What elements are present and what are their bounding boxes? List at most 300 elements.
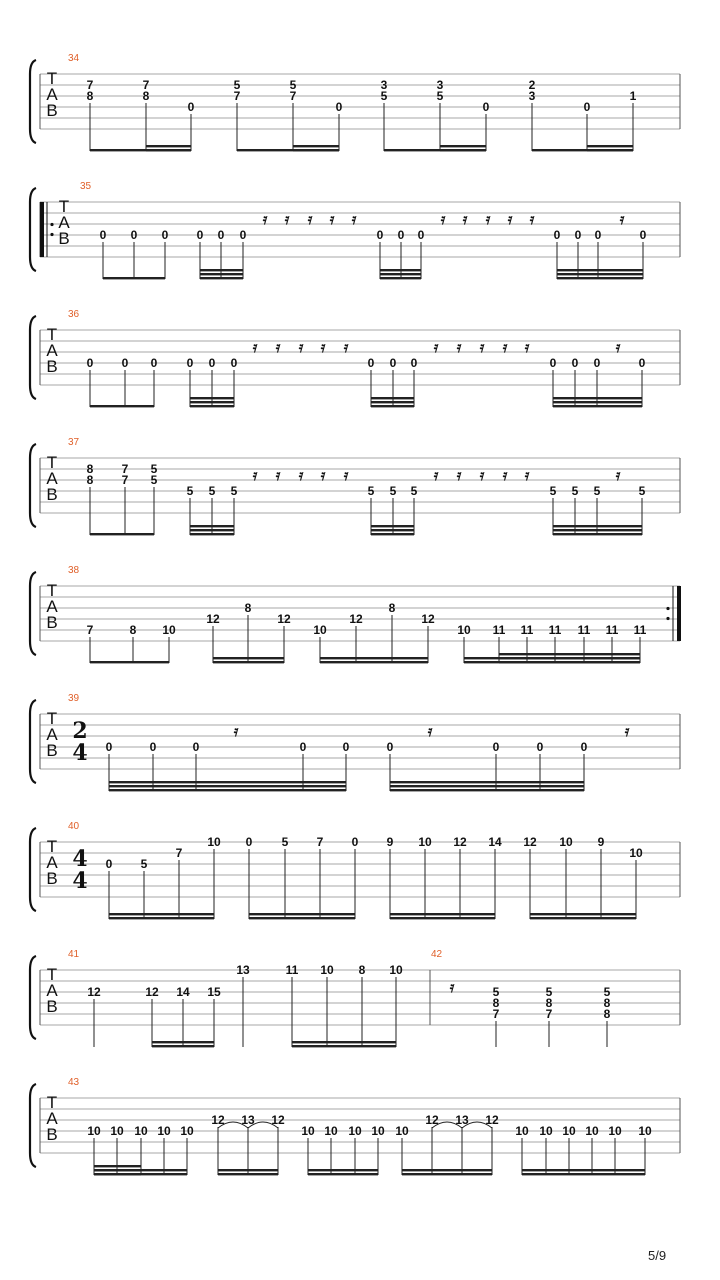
fret-number: 0 — [186, 356, 194, 370]
tab-clef-letter: B — [46, 485, 58, 504]
fret-number: 10 — [629, 846, 643, 860]
tab-clef-letter: A — [46, 853, 58, 872]
beam — [371, 397, 414, 399]
measure-number: 40 — [68, 821, 80, 832]
repeat-dot — [666, 607, 669, 610]
fret-number: 5 — [380, 89, 388, 103]
sixteenth-rest: 𝄿 — [624, 722, 630, 740]
beam — [530, 917, 636, 919]
fret-number: 0 — [217, 228, 225, 242]
fret-number: 3 — [436, 78, 444, 92]
fret-number: 10 — [313, 623, 327, 637]
fret-number: 10 — [608, 1124, 622, 1138]
sixteenth-rest: 𝄿 — [343, 338, 349, 356]
fret-number: 0 — [571, 356, 579, 370]
beam — [553, 405, 642, 407]
time-signature-bottom: 4 — [72, 740, 88, 766]
tab-clef-letter: B — [46, 357, 58, 376]
beam — [553, 529, 642, 531]
fret-number: 0 — [99, 228, 107, 242]
fret-number: 5 — [545, 985, 553, 999]
sixteenth-rest: 𝄿 — [462, 210, 468, 228]
fret-number: 10 — [515, 1124, 529, 1138]
tab-clef-letter: T — [46, 325, 58, 344]
sixteenth-rest: 𝄿 — [433, 338, 439, 356]
system-brace — [30, 60, 36, 143]
tab-clef-letter: T — [46, 965, 58, 984]
fret-number: 12 — [277, 612, 291, 626]
measure-number: 43 — [68, 1077, 80, 1088]
beam — [553, 525, 642, 527]
sixteenth-rest: 𝄿 — [298, 466, 304, 484]
fret-number: 5 — [289, 78, 297, 92]
tab-clef-letter: A — [46, 85, 58, 104]
fret-number: 0 — [639, 228, 647, 242]
fret-number: 7 — [316, 835, 324, 849]
fret-number: 8 — [86, 89, 94, 103]
fret-number: 10 — [348, 1124, 362, 1138]
fret-number: 5 — [638, 484, 646, 498]
beam — [553, 397, 642, 399]
beam — [320, 661, 428, 663]
fret-number: 5 — [410, 484, 418, 498]
beam — [146, 149, 191, 151]
fret-number: 5 — [492, 985, 500, 999]
system-brace — [30, 316, 36, 399]
sixteenth-rest: 𝄿 — [343, 466, 349, 484]
tab-clef-letter: A — [46, 341, 58, 360]
beam — [371, 405, 414, 407]
fret-number: 11 — [577, 623, 591, 637]
sixteenth-rest: 𝄿 — [351, 210, 357, 228]
fret-number: 7 — [545, 1007, 553, 1021]
fret-number: 0 — [594, 228, 602, 242]
beam — [109, 917, 214, 919]
fret-number: 5 — [436, 89, 444, 103]
beam — [390, 789, 584, 791]
sixteenth-rest: 𝄿 — [485, 210, 491, 228]
beam — [146, 145, 191, 147]
tab-clef-letter: B — [58, 229, 70, 248]
fret-number: 5 — [389, 484, 397, 498]
fret-number: 7 — [289, 89, 297, 103]
fret-number: 3 — [528, 89, 536, 103]
sixteenth-rest: 𝄿 — [479, 466, 485, 484]
fret-number: 0 — [187, 100, 195, 114]
repeat-start-thick-bar — [40, 202, 44, 257]
sixteenth-rest: 𝄿 — [456, 466, 462, 484]
beam — [557, 269, 643, 271]
sixteenth-rest: 𝄿 — [275, 338, 281, 356]
beam — [390, 781, 584, 783]
fret-number: 5 — [150, 462, 158, 476]
tab-clef-letter: A — [46, 469, 58, 488]
beam — [308, 1169, 378, 1171]
fret-number: 0 — [245, 835, 253, 849]
fret-number: 0 — [417, 228, 425, 242]
measure-number: 41 — [68, 949, 80, 960]
fret-number: 5 — [549, 484, 557, 498]
fret-number: 3 — [380, 78, 388, 92]
beam — [557, 273, 643, 275]
sixteenth-rest: 𝄿 — [456, 338, 462, 356]
fret-number: 10 — [320, 963, 334, 977]
tab-clef-letter: B — [46, 1125, 58, 1144]
beam — [94, 1165, 141, 1167]
fret-number: 5 — [230, 484, 238, 498]
fret-number: 2 — [528, 78, 536, 92]
fret-number: 8 — [86, 462, 94, 476]
fret-number: 12 — [523, 835, 537, 849]
beam — [292, 1045, 396, 1047]
sixteenth-rest: 𝄿 — [619, 210, 625, 228]
fret-number: 8 — [492, 996, 500, 1010]
fret-number: 12 — [271, 1113, 285, 1127]
fret-number: 10 — [180, 1124, 194, 1138]
sixteenth-rest: 𝄿 — [233, 722, 239, 740]
beam — [109, 781, 346, 783]
sixteenth-rest: 𝄿 — [529, 210, 535, 228]
beam — [249, 917, 355, 919]
beam — [320, 657, 428, 659]
beam — [522, 1169, 645, 1171]
measure-number: 36 — [68, 309, 80, 320]
fret-number: 12 — [87, 985, 101, 999]
time-signature-bottom: 4 — [72, 868, 88, 894]
beam — [371, 401, 414, 403]
time-signature-top: 2 — [72, 718, 88, 744]
repeat-dot — [50, 233, 53, 236]
fret-number: 0 — [86, 356, 94, 370]
fret-number: 12 — [349, 612, 363, 626]
beam — [390, 913, 495, 915]
measure-number: 38 — [68, 565, 80, 576]
fret-number: 5 — [233, 78, 241, 92]
tab-clef-letter: T — [46, 1093, 58, 1112]
beam — [200, 277, 243, 279]
fret-number: 12 — [211, 1113, 225, 1127]
fret-number: 5 — [603, 985, 611, 999]
fret-number: 7 — [233, 89, 241, 103]
beam — [213, 657, 284, 659]
fret-number: 11 — [492, 623, 506, 637]
sixteenth-rest: 𝄿 — [329, 210, 335, 228]
fret-number: 8 — [86, 473, 94, 487]
fret-number: 10 — [324, 1124, 338, 1138]
system-brace — [30, 572, 36, 655]
beam — [557, 277, 643, 279]
beam — [90, 405, 154, 407]
tab-clef-letter: B — [46, 613, 58, 632]
fret-number: 10 — [418, 835, 432, 849]
beam — [200, 269, 243, 271]
measure-number: 42 — [431, 949, 443, 960]
beam — [94, 1169, 141, 1171]
fret-number: 0 — [121, 356, 129, 370]
fret-number: 0 — [553, 228, 561, 242]
fret-number: 10 — [395, 1124, 409, 1138]
tab-clef-letter: A — [58, 213, 70, 232]
tab-clef-letter: T — [46, 453, 58, 472]
fret-number: 12 — [485, 1113, 499, 1127]
fret-number: 0 — [397, 228, 405, 242]
fret-number: 7 — [492, 1007, 500, 1021]
fret-number: 0 — [230, 356, 238, 370]
fret-number: 8 — [142, 89, 150, 103]
sixteenth-rest: 𝄿 — [502, 466, 508, 484]
beam — [293, 149, 339, 151]
sixteenth-rest: 𝄿 — [502, 338, 508, 356]
sixteenth-rest: 𝄿 — [524, 338, 530, 356]
fret-number: 5 — [150, 473, 158, 487]
fret-number: 7 — [121, 473, 129, 487]
fret-number: 0 — [549, 356, 557, 370]
tab-clef-letter: T — [58, 197, 70, 216]
system-brace — [30, 828, 36, 911]
fret-number: 10 — [301, 1124, 315, 1138]
fret-number: 12 — [421, 612, 435, 626]
fret-number: 5 — [140, 857, 148, 871]
beam — [380, 269, 421, 271]
fret-number: 5 — [571, 484, 579, 498]
tab-clef-letter: B — [46, 869, 58, 888]
system-brace — [30, 956, 36, 1039]
measure-number: 35 — [80, 181, 92, 192]
fret-number: 10 — [559, 835, 573, 849]
beam — [308, 1173, 378, 1175]
beam — [530, 913, 636, 915]
sixteenth-rest: 𝄿 — [615, 338, 621, 356]
fret-number: 0 — [105, 857, 113, 871]
beam — [440, 149, 486, 151]
sixteenth-rest: 𝄿 — [320, 338, 326, 356]
fret-number: 0 — [593, 356, 601, 370]
fret-number: 10 — [638, 1124, 652, 1138]
tab-clef-letter: B — [46, 741, 58, 760]
sixteenth-rest: 𝄿 — [252, 466, 258, 484]
fret-number: 0 — [208, 356, 216, 370]
beam — [499, 661, 640, 663]
fret-number: 7 — [121, 462, 129, 476]
fret-number: 0 — [580, 740, 588, 754]
beam — [190, 405, 234, 407]
fret-number: 7 — [86, 78, 94, 92]
fret-number: 0 — [192, 740, 200, 754]
tab-clef-letter: A — [46, 1109, 58, 1128]
tab-clef-letter: A — [46, 981, 58, 1000]
fret-number: 0 — [149, 740, 157, 754]
beam — [293, 145, 339, 147]
sixteenth-rest: 𝄿 — [284, 210, 290, 228]
fret-number: 0 — [161, 228, 169, 242]
fret-number: 0 — [150, 356, 158, 370]
beam — [402, 1169, 492, 1171]
fret-number: 11 — [520, 623, 534, 637]
fret-number: 14 — [176, 985, 190, 999]
fret-number: 10 — [207, 835, 221, 849]
fret-number: 0 — [389, 356, 397, 370]
fret-number: 11 — [633, 623, 647, 637]
fret-number: 13 — [236, 963, 250, 977]
fret-number: 8 — [603, 1007, 611, 1021]
fret-number: 0 — [482, 100, 490, 114]
fret-number: 11 — [548, 623, 562, 637]
beam — [440, 145, 486, 147]
fret-number: 0 — [196, 228, 204, 242]
fret-number: 14 — [488, 835, 502, 849]
fret-number: 5 — [367, 484, 375, 498]
fret-number: 8 — [129, 623, 137, 637]
fret-number: 0 — [335, 100, 343, 114]
fret-number: 8 — [244, 601, 252, 615]
beam — [109, 789, 346, 791]
fret-number: 10 — [585, 1124, 599, 1138]
sixteenth-rest: 𝄿 — [507, 210, 513, 228]
beam — [371, 533, 414, 535]
beam — [292, 1041, 396, 1043]
tab-clef-letter: T — [46, 709, 58, 728]
sixteenth-rest: 𝄿 — [427, 722, 433, 740]
beam — [90, 533, 154, 535]
fret-number: 12 — [453, 835, 467, 849]
sixteenth-rest: 𝄿 — [524, 466, 530, 484]
system-brace — [30, 1084, 36, 1167]
fret-number: 5 — [186, 484, 194, 498]
fret-number: 8 — [358, 963, 366, 977]
fret-number: 8 — [603, 996, 611, 1010]
fret-number: 11 — [605, 623, 619, 637]
fret-number: 0 — [583, 100, 591, 114]
fret-number: 5 — [593, 484, 601, 498]
sixteenth-rest: 𝄿 — [307, 210, 313, 228]
fret-number: 0 — [492, 740, 500, 754]
sixteenth-rest: 𝄿 — [433, 466, 439, 484]
beam — [190, 525, 234, 527]
fret-number: 10 — [157, 1124, 171, 1138]
beam — [499, 653, 640, 655]
fret-number: 0 — [299, 740, 307, 754]
beam — [152, 1045, 214, 1047]
fret-number: 13 — [241, 1113, 255, 1127]
repeat-dot — [666, 617, 669, 620]
fret-number: 10 — [134, 1124, 148, 1138]
beam — [499, 657, 640, 659]
fret-number: 12 — [206, 612, 220, 626]
tab-clef-letter: A — [46, 725, 58, 744]
sixteenth-rest: 𝄿 — [275, 466, 281, 484]
beam — [587, 145, 633, 147]
fret-number: 0 — [376, 228, 384, 242]
beam — [109, 785, 346, 787]
beam — [402, 1173, 492, 1175]
beam — [249, 913, 355, 915]
measure-number: 37 — [68, 437, 80, 448]
fret-number: 13 — [455, 1113, 469, 1127]
beam — [371, 525, 414, 527]
beam — [218, 1169, 278, 1171]
repeat-dot — [50, 223, 53, 226]
beam — [218, 1173, 278, 1175]
fret-number: 10 — [457, 623, 471, 637]
beam — [103, 277, 165, 279]
sixteenth-rest: 𝄿 — [479, 338, 485, 356]
fret-number: 10 — [162, 623, 176, 637]
fret-number: 0 — [342, 740, 350, 754]
beam — [94, 1173, 141, 1175]
tab-clef-letter: T — [46, 837, 58, 856]
fret-number: 0 — [105, 740, 113, 754]
fret-number: 0 — [410, 356, 418, 370]
sixteenth-rest: 𝄿 — [449, 978, 455, 996]
sixteenth-rest: 𝄿 — [298, 338, 304, 356]
fret-number: 11 — [285, 963, 299, 977]
beam — [390, 785, 584, 787]
beam — [380, 273, 421, 275]
system-brace — [30, 188, 36, 271]
tab-clef-letter: B — [46, 997, 58, 1016]
sixteenth-rest: 𝄿 — [320, 466, 326, 484]
fret-number: 0 — [130, 228, 138, 242]
fret-number: 7 — [142, 78, 150, 92]
fret-number: 9 — [597, 835, 605, 849]
fret-number: 0 — [536, 740, 544, 754]
beam — [190, 397, 234, 399]
fret-number: 10 — [562, 1124, 576, 1138]
fret-number: 10 — [110, 1124, 124, 1138]
beam — [213, 661, 284, 663]
system-brace — [30, 444, 36, 527]
beam — [522, 1173, 645, 1175]
beam — [380, 277, 421, 279]
fret-number: 8 — [388, 601, 396, 615]
beam — [190, 529, 234, 531]
fret-number: 5 — [281, 835, 289, 849]
tab-clef-letter: T — [46, 69, 58, 88]
fret-number: 0 — [386, 740, 394, 754]
page-number: 5/9 — [648, 1248, 667, 1263]
fret-number: 9 — [386, 835, 394, 849]
tab-clef-letter: T — [46, 581, 58, 600]
beam — [553, 533, 642, 535]
fret-number: 10 — [87, 1124, 101, 1138]
measure-number: 34 — [68, 53, 80, 64]
beam — [190, 533, 234, 535]
beam — [190, 401, 234, 403]
fret-number: 8 — [545, 996, 553, 1010]
beam — [390, 917, 495, 919]
beam — [109, 913, 214, 915]
fret-number: 0 — [638, 356, 646, 370]
sixteenth-rest: 𝄿 — [252, 338, 258, 356]
beam — [152, 1041, 214, 1043]
beam — [553, 401, 642, 403]
fret-number: 10 — [371, 1124, 385, 1138]
fret-number: 5 — [208, 484, 216, 498]
beam — [200, 273, 243, 275]
tab-clef-letter: A — [46, 597, 58, 616]
sixteenth-rest: 𝄿 — [440, 210, 446, 228]
time-signature-top: 4 — [72, 846, 88, 872]
fret-number: 0 — [367, 356, 375, 370]
system-brace — [30, 700, 36, 783]
sixteenth-rest: 𝄿 — [262, 210, 268, 228]
fret-number: 10 — [389, 963, 403, 977]
tab-clef-letter: B — [46, 101, 58, 120]
fret-number: 10 — [539, 1124, 553, 1138]
fret-number: 12 — [425, 1113, 439, 1127]
beam — [90, 661, 169, 663]
measure-number: 39 — [68, 693, 80, 704]
